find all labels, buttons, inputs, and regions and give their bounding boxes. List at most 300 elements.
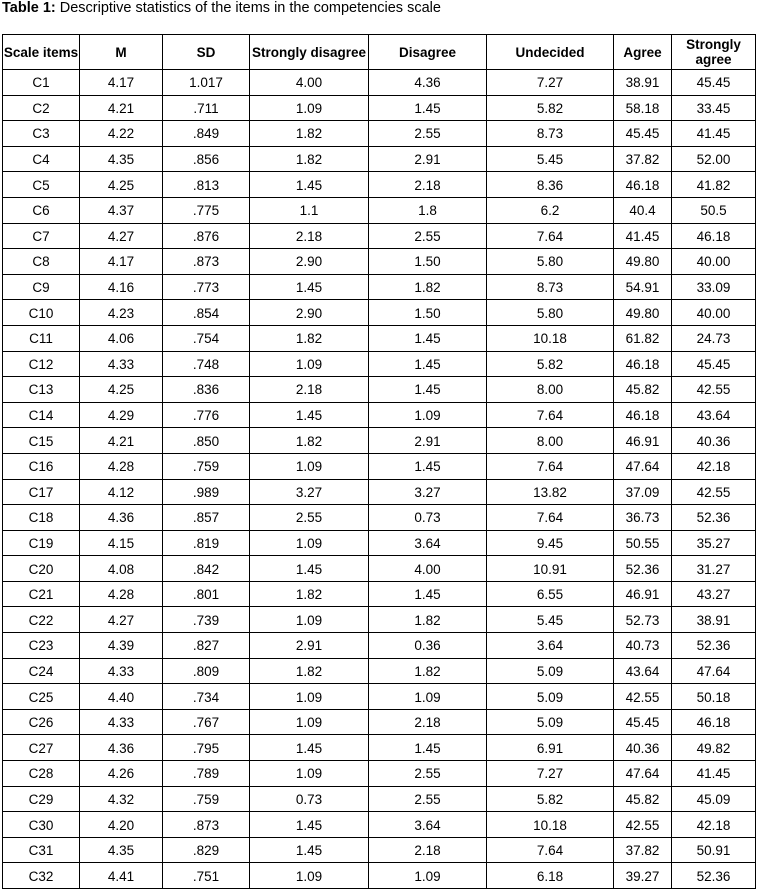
cell-strongly-agree: 40.00 xyxy=(672,300,756,326)
cell-disagree: 1.09 xyxy=(369,684,487,710)
cell-agree: 49.80 xyxy=(614,300,672,326)
cell-strongly-disagree: 1.82 xyxy=(250,325,369,351)
cell-strongly-disagree: 1.1 xyxy=(250,197,369,223)
cell-sd: .819 xyxy=(163,530,250,556)
cell-sd: .751 xyxy=(163,863,250,889)
cell-strongly-agree: 52.36 xyxy=(672,863,756,889)
cell-strongly-agree: 24.73 xyxy=(672,325,756,351)
cell-strongly-disagree: 1.82 xyxy=(250,428,369,454)
cell-agree: 50.55 xyxy=(614,530,672,556)
cell-strongly-disagree: 2.90 xyxy=(250,300,369,326)
cell-mean: 4.28 xyxy=(80,453,163,479)
cell-sd: .754 xyxy=(163,325,250,351)
cell-mean: 4.21 xyxy=(80,95,163,121)
cell-sd: .801 xyxy=(163,581,250,607)
cell-strongly-agree: 42.55 xyxy=(672,479,756,505)
table-row xyxy=(3,812,756,838)
cell-sd: .759 xyxy=(163,786,250,812)
cell-sd: .989 xyxy=(163,479,250,505)
cell-agree: 42.55 xyxy=(614,812,672,838)
cell-strongly-agree: 31.27 xyxy=(672,556,756,582)
cell-disagree: 1.82 xyxy=(369,607,487,633)
cell-scale-item: C6 xyxy=(3,197,80,223)
cell-sd: .854 xyxy=(163,300,250,326)
cell-strongly-agree: 46.18 xyxy=(672,223,756,249)
table-header xyxy=(3,35,756,70)
cell-disagree: 3.64 xyxy=(369,812,487,838)
cell-scale-item: C28 xyxy=(3,761,80,787)
cell-strongly-disagree: 2.18 xyxy=(250,377,369,403)
cell-agree: 40.36 xyxy=(614,735,672,761)
cell-strongly-disagree: 1.82 xyxy=(250,146,369,172)
table-row xyxy=(3,274,756,300)
cell-mean: 4.28 xyxy=(80,581,163,607)
cell-disagree: 2.55 xyxy=(369,786,487,812)
cell-disagree: 1.82 xyxy=(369,658,487,684)
cell-mean: 4.35 xyxy=(80,146,163,172)
cell-scale-item: C22 xyxy=(3,607,80,633)
cell-sd: .873 xyxy=(163,812,250,838)
cell-mean: 4.36 xyxy=(80,505,163,531)
cell-mean: 4.35 xyxy=(80,837,163,863)
cell-agree: 45.82 xyxy=(614,786,672,812)
cell-strongly-disagree: 1.09 xyxy=(250,607,369,633)
cell-strongly-disagree: 1.45 xyxy=(250,556,369,582)
cell-agree: 46.91 xyxy=(614,581,672,607)
cell-undecided: 7.64 xyxy=(487,837,614,863)
cell-disagree: 2.18 xyxy=(369,172,487,198)
cell-undecided: 5.82 xyxy=(487,95,614,121)
table-row xyxy=(3,607,756,633)
cell-scale-item: C12 xyxy=(3,351,80,377)
cell-strongly-agree: 50.91 xyxy=(672,837,756,863)
cell-scale-item: C17 xyxy=(3,479,80,505)
cell-agree: 49.80 xyxy=(614,249,672,275)
header-row xyxy=(3,35,756,70)
cell-mean: 4.17 xyxy=(80,70,163,96)
cell-undecided: 5.45 xyxy=(487,607,614,633)
cell-agree: 46.18 xyxy=(614,172,672,198)
cell-strongly-agree: 42.18 xyxy=(672,812,756,838)
cell-strongly-agree: 40.00 xyxy=(672,249,756,275)
cell-strongly-agree: 45.45 xyxy=(672,351,756,377)
cell-sd: .850 xyxy=(163,428,250,454)
cell-disagree: 1.50 xyxy=(369,300,487,326)
cell-strongly-agree: 42.18 xyxy=(672,453,756,479)
cell-disagree: 1.09 xyxy=(369,402,487,428)
cell-disagree: 1.45 xyxy=(369,351,487,377)
cell-strongly-agree: 46.18 xyxy=(672,709,756,735)
cell-mean: 4.08 xyxy=(80,556,163,582)
cell-agree: 37.82 xyxy=(614,837,672,863)
table-row xyxy=(3,837,756,863)
table-row xyxy=(3,121,756,147)
cell-undecided: 7.64 xyxy=(487,453,614,479)
cell-strongly-disagree: 1.82 xyxy=(250,121,369,147)
table-row xyxy=(3,300,756,326)
cell-disagree: 1.50 xyxy=(369,249,487,275)
cell-disagree: 1.45 xyxy=(369,453,487,479)
table-row xyxy=(3,684,756,710)
cell-scale-item: C27 xyxy=(3,735,80,761)
cell-undecided: 3.64 xyxy=(487,633,614,659)
cell-mean: 4.40 xyxy=(80,684,163,710)
cell-strongly-agree: 38.91 xyxy=(672,607,756,633)
cell-scale-item: C24 xyxy=(3,658,80,684)
cell-disagree: 1.45 xyxy=(369,581,487,607)
cell-undecided: 10.18 xyxy=(487,812,614,838)
cell-scale-item: C14 xyxy=(3,402,80,428)
cell-strongly-agree: 41.82 xyxy=(672,172,756,198)
cell-scale-item: C13 xyxy=(3,377,80,403)
cell-undecided: 10.91 xyxy=(487,556,614,582)
cell-sd: .776 xyxy=(163,402,250,428)
cell-scale-item: C8 xyxy=(3,249,80,275)
cell-mean: 4.33 xyxy=(80,709,163,735)
cell-undecided: 13.82 xyxy=(487,479,614,505)
cell-strongly-disagree: 0.73 xyxy=(250,786,369,812)
cell-disagree: 1.09 xyxy=(369,863,487,889)
table-row xyxy=(3,351,756,377)
cell-strongly-agree: 50.18 xyxy=(672,684,756,710)
cell-strongly-disagree: 1.09 xyxy=(250,709,369,735)
cell-disagree: 4.00 xyxy=(369,556,487,582)
cell-strongly-agree: 45.45 xyxy=(672,70,756,96)
cell-mean: 4.16 xyxy=(80,274,163,300)
cell-sd: .849 xyxy=(163,121,250,147)
cell-agree: 46.18 xyxy=(614,402,672,428)
cell-agree: 36.73 xyxy=(614,505,672,531)
cell-undecided: 9.45 xyxy=(487,530,614,556)
cell-undecided: 7.27 xyxy=(487,761,614,787)
cell-undecided: 5.82 xyxy=(487,351,614,377)
cell-undecided: 7.27 xyxy=(487,70,614,96)
cell-sd: .876 xyxy=(163,223,250,249)
cell-undecided: 8.73 xyxy=(487,274,614,300)
cell-disagree: 2.18 xyxy=(369,837,487,863)
cell-agree: 52.73 xyxy=(614,607,672,633)
cell-scale-item: C21 xyxy=(3,581,80,607)
cell-sd: .773 xyxy=(163,274,250,300)
cell-agree: 47.64 xyxy=(614,453,672,479)
cell-undecided: 8.00 xyxy=(487,428,614,454)
cell-agree: 40.73 xyxy=(614,633,672,659)
table-caption-text: Descriptive statistics of the items in the competencies scale xyxy=(55,0,441,16)
cell-strongly-disagree: 2.91 xyxy=(250,633,369,659)
cell-strongly-agree: 52.00 xyxy=(672,146,756,172)
cell-mean: 4.29 xyxy=(80,402,163,428)
table-caption xyxy=(2,0,441,16)
table-row xyxy=(3,402,756,428)
table-row xyxy=(3,633,756,659)
cell-strongly-disagree: 4.00 xyxy=(250,70,369,96)
cell-strongly-disagree: 1.45 xyxy=(250,172,369,198)
cell-sd: 1.017 xyxy=(163,70,250,96)
cell-disagree: 2.18 xyxy=(369,709,487,735)
cell-strongly-disagree: 1.45 xyxy=(250,837,369,863)
cell-sd: .775 xyxy=(163,197,250,223)
cell-strongly-disagree: 1.45 xyxy=(250,812,369,838)
cell-strongly-agree: 42.55 xyxy=(672,377,756,403)
cell-mean: 4.06 xyxy=(80,325,163,351)
cell-strongly-disagree: 1.45 xyxy=(250,735,369,761)
cell-sd: .842 xyxy=(163,556,250,582)
cell-strongly-disagree: 1.82 xyxy=(250,658,369,684)
cell-scale-item: C20 xyxy=(3,556,80,582)
cell-sd: .748 xyxy=(163,351,250,377)
cell-agree: 45.82 xyxy=(614,377,672,403)
cell-scale-item: C5 xyxy=(3,172,80,198)
cell-strongly-agree: 33.09 xyxy=(672,274,756,300)
cell-strongly-disagree: 1.09 xyxy=(250,351,369,377)
cell-strongly-agree: 49.82 xyxy=(672,735,756,761)
cell-undecided: 5.80 xyxy=(487,249,614,275)
cell-strongly-disagree: 2.90 xyxy=(250,249,369,275)
cell-disagree: 1.45 xyxy=(369,325,487,351)
table-row xyxy=(3,505,756,531)
header-mean: M xyxy=(80,35,163,70)
cell-undecided: 5.09 xyxy=(487,658,614,684)
cell-agree: 46.91 xyxy=(614,428,672,454)
cell-agree: 43.64 xyxy=(614,658,672,684)
cell-strongly-agree: 52.36 xyxy=(672,505,756,531)
table-row xyxy=(3,530,756,556)
cell-scale-item: C31 xyxy=(3,837,80,863)
cell-agree: 61.82 xyxy=(614,325,672,351)
table-row xyxy=(3,325,756,351)
cell-scale-item: C23 xyxy=(3,633,80,659)
cell-undecided: 6.2 xyxy=(487,197,614,223)
cell-scale-item: C29 xyxy=(3,786,80,812)
table-row xyxy=(3,249,756,275)
cell-mean: 4.27 xyxy=(80,223,163,249)
table-caption-label: Table 1: xyxy=(2,0,56,16)
cell-mean: 4.23 xyxy=(80,300,163,326)
cell-strongly-agree: 47.64 xyxy=(672,658,756,684)
header-scale-items: Scale items xyxy=(3,35,80,70)
cell-sd: .789 xyxy=(163,761,250,787)
cell-scale-item: C19 xyxy=(3,530,80,556)
cell-disagree: 4.36 xyxy=(369,70,487,96)
cell-sd: .827 xyxy=(163,633,250,659)
cell-scale-item: C1 xyxy=(3,70,80,96)
cell-strongly-agree: 35.27 xyxy=(672,530,756,556)
table-row xyxy=(3,70,756,96)
cell-agree: 45.45 xyxy=(614,709,672,735)
cell-agree: 37.82 xyxy=(614,146,672,172)
table-row xyxy=(3,95,756,121)
cell-sd: .829 xyxy=(163,837,250,863)
cell-sd: .734 xyxy=(163,684,250,710)
cell-sd: .857 xyxy=(163,505,250,531)
table-row xyxy=(3,172,756,198)
cell-mean: 4.33 xyxy=(80,351,163,377)
cell-disagree: 2.91 xyxy=(369,146,487,172)
cell-mean: 4.39 xyxy=(80,633,163,659)
cell-strongly-agree: 41.45 xyxy=(672,121,756,147)
cell-scale-item: C18 xyxy=(3,505,80,531)
cell-agree: 46.18 xyxy=(614,351,672,377)
cell-strongly-disagree: 3.27 xyxy=(250,479,369,505)
cell-sd: .836 xyxy=(163,377,250,403)
cell-sd: .759 xyxy=(163,453,250,479)
cell-agree: 58.18 xyxy=(614,95,672,121)
header-sd: SD xyxy=(163,35,250,70)
cell-scale-item: C32 xyxy=(3,863,80,889)
cell-strongly-agree: 50.5 xyxy=(672,197,756,223)
table-body xyxy=(3,70,756,889)
cell-disagree: 1.45 xyxy=(369,95,487,121)
cell-undecided: 8.00 xyxy=(487,377,614,403)
cell-scale-item: C4 xyxy=(3,146,80,172)
cell-undecided: 5.45 xyxy=(487,146,614,172)
statistics-table xyxy=(2,34,756,889)
cell-sd: .795 xyxy=(163,735,250,761)
table-row xyxy=(3,786,756,812)
header-undecided: Undecided xyxy=(487,35,614,70)
cell-disagree: 2.91 xyxy=(369,428,487,454)
cell-strongly-disagree: 1.45 xyxy=(250,402,369,428)
cell-disagree: 2.55 xyxy=(369,761,487,787)
cell-mean: 4.22 xyxy=(80,121,163,147)
cell-undecided: 6.91 xyxy=(487,735,614,761)
cell-undecided: 7.64 xyxy=(487,402,614,428)
cell-disagree: 1.45 xyxy=(369,735,487,761)
cell-sd: .767 xyxy=(163,709,250,735)
cell-undecided: 7.64 xyxy=(487,505,614,531)
cell-undecided: 8.36 xyxy=(487,172,614,198)
cell-mean: 4.37 xyxy=(80,197,163,223)
cell-strongly-disagree: 1.09 xyxy=(250,95,369,121)
cell-scale-item: C30 xyxy=(3,812,80,838)
table-row xyxy=(3,556,756,582)
table-row xyxy=(3,658,756,684)
cell-scale-item: C10 xyxy=(3,300,80,326)
cell-mean: 4.25 xyxy=(80,377,163,403)
cell-disagree: 2.55 xyxy=(369,223,487,249)
cell-strongly-agree: 43.64 xyxy=(672,402,756,428)
table-row xyxy=(3,761,756,787)
table-row xyxy=(3,453,756,479)
cell-strongly-disagree: 1.45 xyxy=(250,274,369,300)
cell-scale-item: C16 xyxy=(3,453,80,479)
cell-strongly-disagree: 1.09 xyxy=(250,530,369,556)
cell-sd: .739 xyxy=(163,607,250,633)
table-row xyxy=(3,709,756,735)
cell-sd: .813 xyxy=(163,172,250,198)
cell-mean: 4.20 xyxy=(80,812,163,838)
header-agree: Agree xyxy=(614,35,672,70)
cell-undecided: 5.82 xyxy=(487,786,614,812)
cell-agree: 45.45 xyxy=(614,121,672,147)
cell-strongly-disagree: 1.82 xyxy=(250,581,369,607)
cell-agree: 39.27 xyxy=(614,863,672,889)
cell-scale-item: C2 xyxy=(3,95,80,121)
cell-disagree: 0.36 xyxy=(369,633,487,659)
cell-disagree: 0.73 xyxy=(369,505,487,531)
header-strongly-disagree: Strongly disagree xyxy=(250,35,369,70)
table-row xyxy=(3,146,756,172)
cell-mean: 4.12 xyxy=(80,479,163,505)
cell-undecided: 5.09 xyxy=(487,709,614,735)
cell-mean: 4.32 xyxy=(80,786,163,812)
cell-scale-item: C15 xyxy=(3,428,80,454)
cell-disagree: 1.8 xyxy=(369,197,487,223)
cell-undecided: 7.64 xyxy=(487,223,614,249)
header-strongly-agree: Strongly agree xyxy=(672,35,756,70)
cell-scale-item: C25 xyxy=(3,684,80,710)
table-row xyxy=(3,223,756,249)
cell-agree: 47.64 xyxy=(614,761,672,787)
cell-scale-item: C7 xyxy=(3,223,80,249)
cell-agree: 54.91 xyxy=(614,274,672,300)
cell-undecided: 6.18 xyxy=(487,863,614,889)
header-disagree: Disagree xyxy=(369,35,487,70)
cell-scale-item: C3 xyxy=(3,121,80,147)
cell-agree: 37.09 xyxy=(614,479,672,505)
cell-agree: 38.91 xyxy=(614,70,672,96)
table-row xyxy=(3,377,756,403)
cell-agree: 41.45 xyxy=(614,223,672,249)
cell-strongly-agree: 45.09 xyxy=(672,786,756,812)
cell-undecided: 8.73 xyxy=(487,121,614,147)
cell-strongly-agree: 52.36 xyxy=(672,633,756,659)
table-row xyxy=(3,863,756,889)
cell-strongly-disagree: 2.55 xyxy=(250,505,369,531)
cell-disagree: 1.45 xyxy=(369,377,487,403)
cell-strongly-agree: 43.27 xyxy=(672,581,756,607)
cell-sd: .873 xyxy=(163,249,250,275)
cell-strongly-disagree: 1.09 xyxy=(250,863,369,889)
table-row xyxy=(3,197,756,223)
table-row xyxy=(3,735,756,761)
table-row xyxy=(3,428,756,454)
cell-scale-item: C9 xyxy=(3,274,80,300)
cell-undecided: 6.55 xyxy=(487,581,614,607)
cell-strongly-disagree: 1.09 xyxy=(250,761,369,787)
cell-undecided: 5.09 xyxy=(487,684,614,710)
cell-mean: 4.15 xyxy=(80,530,163,556)
cell-sd: .711 xyxy=(163,95,250,121)
cell-strongly-agree: 41.45 xyxy=(672,761,756,787)
table-row xyxy=(3,581,756,607)
cell-mean: 4.36 xyxy=(80,735,163,761)
cell-scale-item: C11 xyxy=(3,325,80,351)
cell-disagree: 1.82 xyxy=(369,274,487,300)
cell-scale-item: C26 xyxy=(3,709,80,735)
table-row xyxy=(3,479,756,505)
cell-undecided: 5.80 xyxy=(487,300,614,326)
cell-mean: 4.26 xyxy=(80,761,163,787)
cell-disagree: 3.64 xyxy=(369,530,487,556)
cell-mean: 4.17 xyxy=(80,249,163,275)
cell-agree: 52.36 xyxy=(614,556,672,582)
cell-mean: 4.33 xyxy=(80,658,163,684)
cell-strongly-disagree: 2.18 xyxy=(250,223,369,249)
cell-undecided: 10.18 xyxy=(487,325,614,351)
cell-agree: 42.55 xyxy=(614,684,672,710)
cell-strongly-disagree: 1.09 xyxy=(250,684,369,710)
cell-strongly-disagree: 1.09 xyxy=(250,453,369,479)
cell-mean: 4.41 xyxy=(80,863,163,889)
cell-disagree: 3.27 xyxy=(369,479,487,505)
cell-agree: 40.4 xyxy=(614,197,672,223)
cell-mean: 4.25 xyxy=(80,172,163,198)
cell-strongly-agree: 33.45 xyxy=(672,95,756,121)
cell-disagree: 2.55 xyxy=(369,121,487,147)
cell-mean: 4.27 xyxy=(80,607,163,633)
cell-strongly-agree: 40.36 xyxy=(672,428,756,454)
